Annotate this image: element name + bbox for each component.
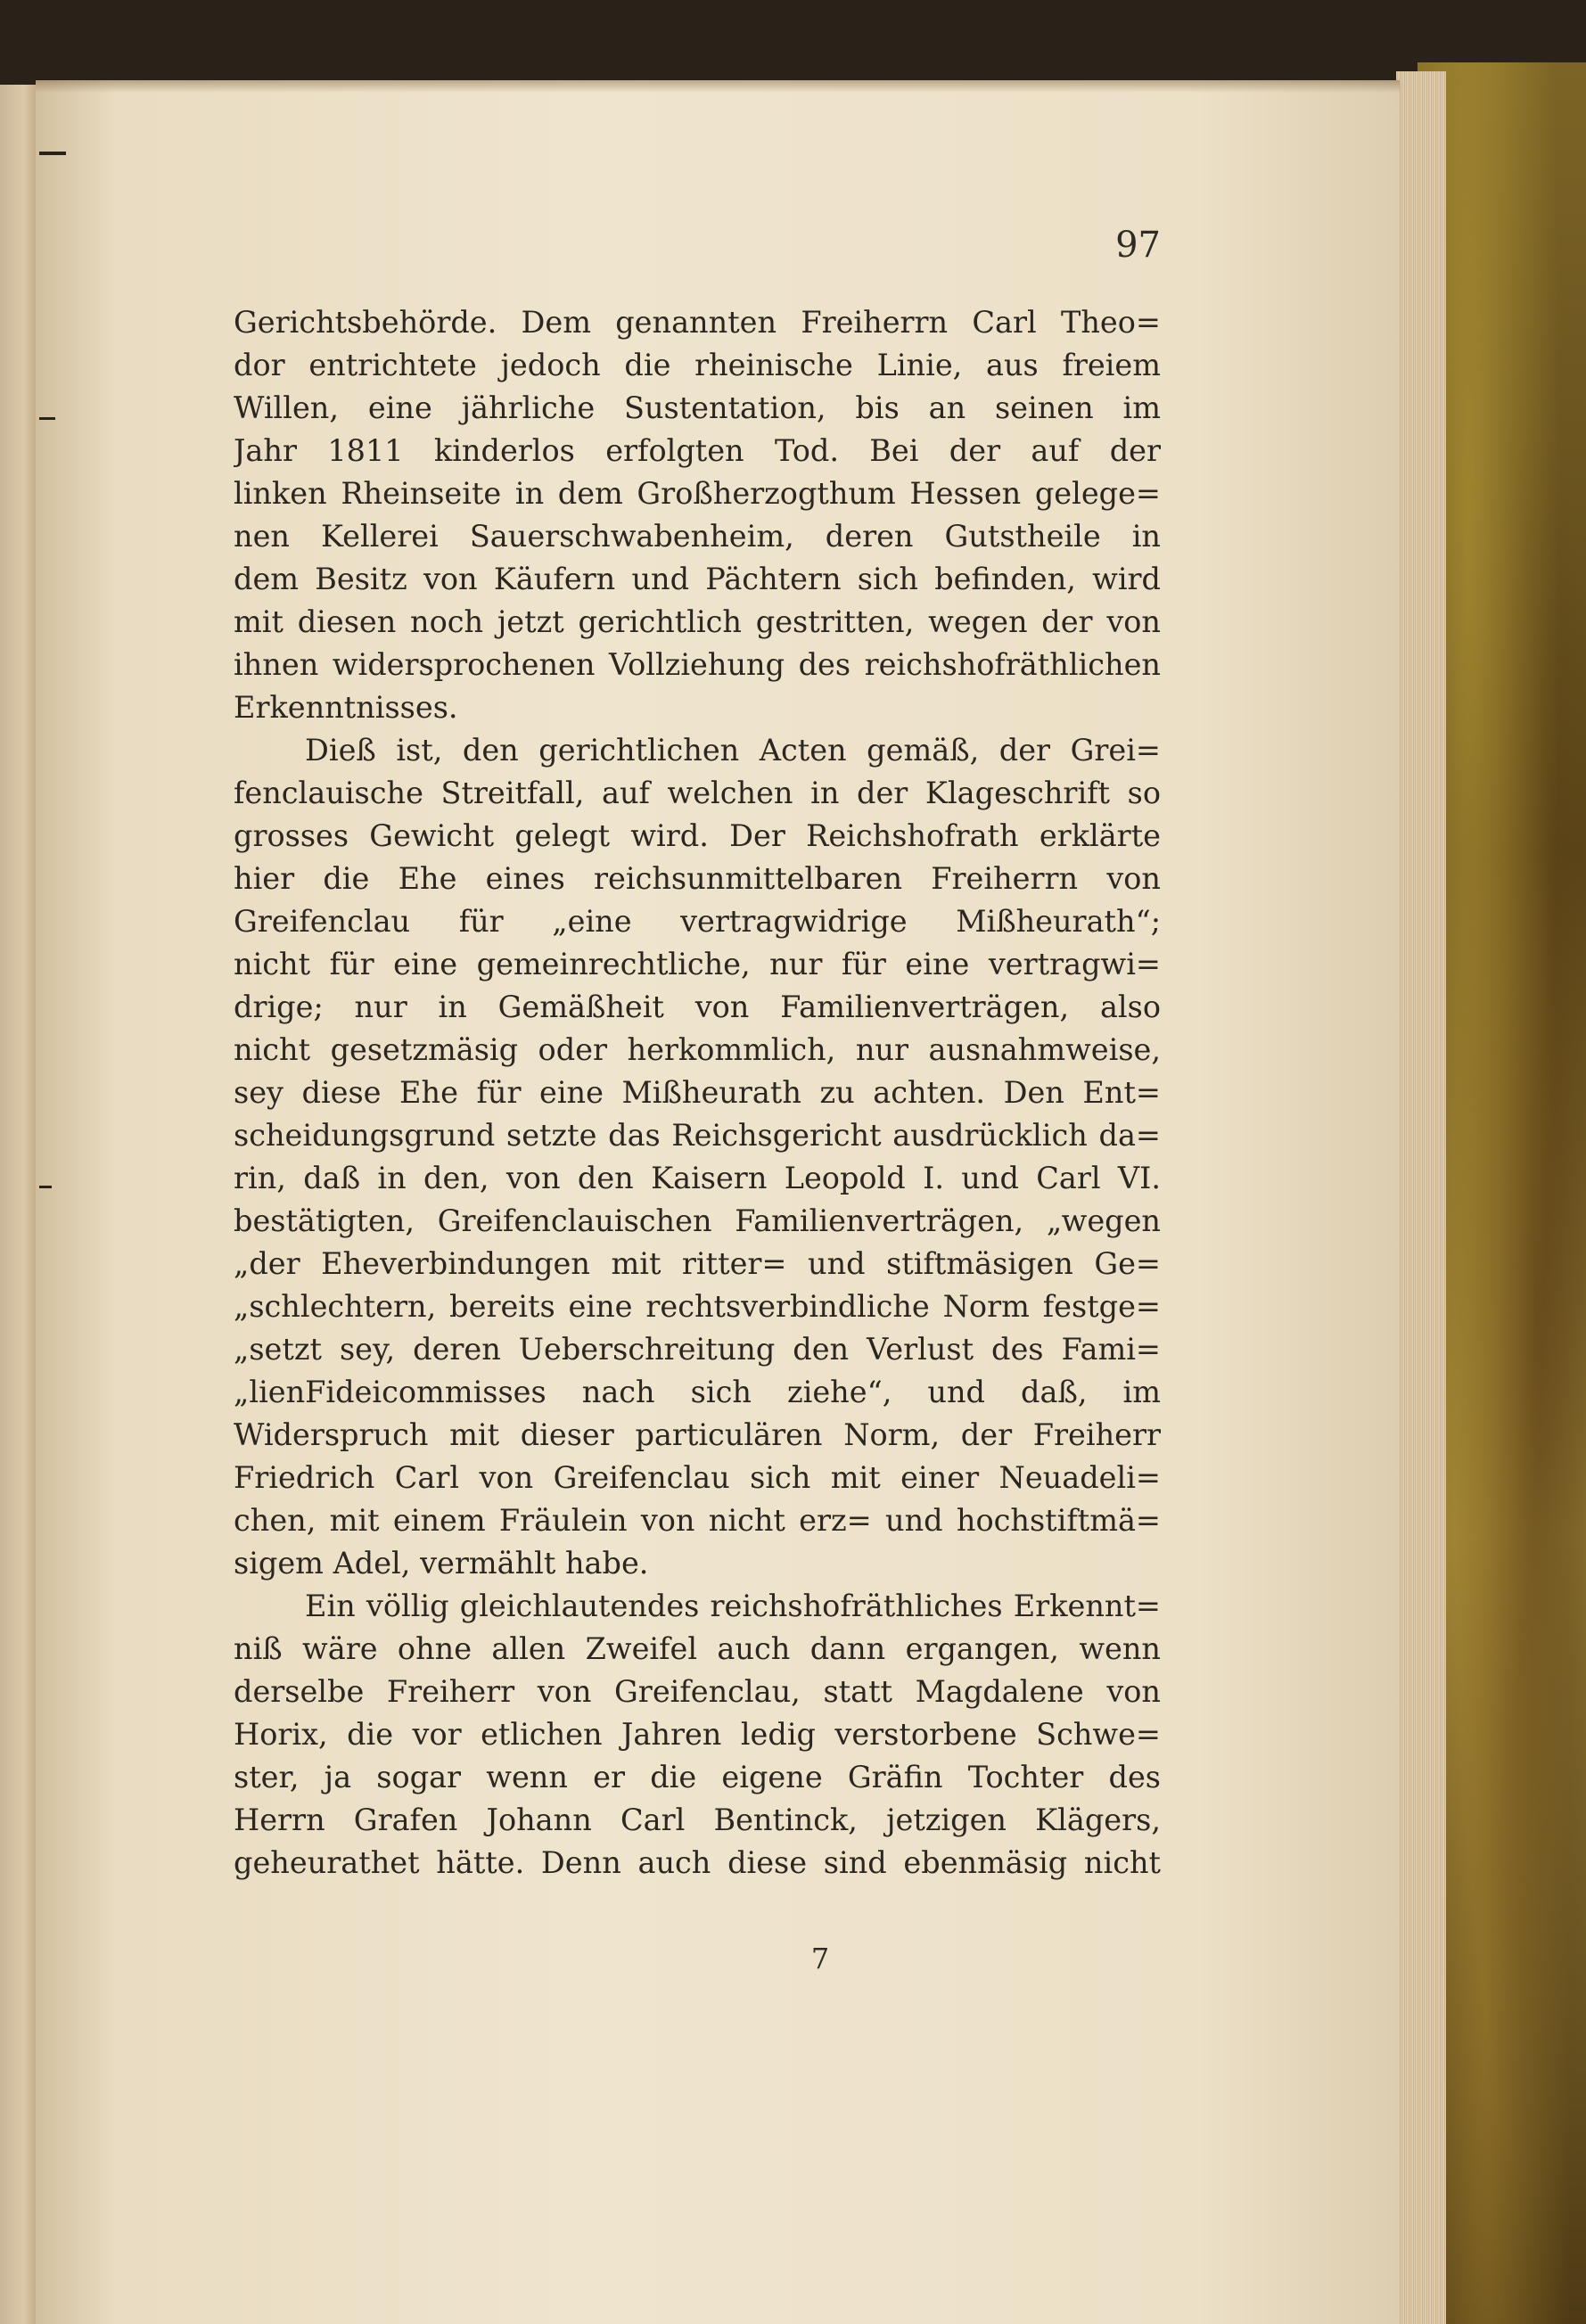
text-line: dor entrichtete jedoch die rheinische Linie, aus freiem [234,348,1161,382]
text-line: geheurathet hätte. Denn auch diese sind ebenmäsig nicht [234,1845,1161,1880]
text-line: Jahr 1811 kinderlos erfolgten Tod. Bei der auf der [234,433,1161,468]
text-line: linken Rheinseite in dem Großherzogthum Hessen gelege= [234,476,1161,511]
text-line: nen Kellerei Sauerschwabenheim, deren Gutstheile in [234,519,1161,554]
signature-mark: 7 [810,1942,830,1975]
text-line: bestätigten, Greifenclauischen Familienverträgen, „wegen [234,1203,1161,1238]
text-line: nicht für eine gemeinrechtliche, nur für eine vertragwi= [234,947,1161,981]
previous-page-edge [0,85,39,2324]
text-line: Gerichtsbehörde. Dem genannten Freiherrn Carl Theo= [234,305,1161,340]
text-line: Widerspruch mit dieser particulären Norm, der Freiherr [234,1417,1161,1452]
text-line: ihnen widersprochenen Vollziehung des reichshofräthlichen [234,647,1161,682]
text-line: Erkenntnisses. [234,690,458,725]
text-line: sey diese Ehe für eine Mißheurath zu achten. Den Ent= [234,1075,1161,1110]
text-line: „schlechtern, bereits eine rechtsverbindliche Norm festge= [234,1289,1161,1324]
text-line: Friedrich Carl von Greifenclau sich mit einer Neuadeli= [234,1460,1161,1495]
text-line: Ein völlig gleichlautendes reichshofräthliches Erkennt= [305,1589,1161,1623]
text-line: grosses Gewicht gelegt wird. Der Reichshofrath erklärte [234,818,1161,853]
body-text [234,301,1161,1885]
text-line: fenclauische Streitfall, auf welchen in der Klageschrift so [234,776,1161,810]
text-line: Horix, die vor etlichen Jahren ledig verstorbene Schwe= [234,1717,1161,1752]
text-line: derselbe Freiherr von Greifenclau, statt Magdalene von [234,1674,1161,1709]
text-line: ster, ja sogar wenn er die eigene Gräfin Tochter des [234,1760,1161,1794]
text-line: chen, mit einem Fräulein von nicht erz= und hochstiftmä= [234,1503,1161,1538]
text-line: Willen, eine jährliche Sustentation, bis an seinen im [234,390,1161,425]
text-line: nicht gesetzmäsig oder herkommlich, nur ausnahmweise, [234,1032,1161,1067]
text-line: niß wäre ohne allen Zweifel auch dann ergangen, wenn [234,1631,1161,1666]
text-line: scheidungsgrund setzte das Reichsgericht ausdrücklich da= [234,1118,1161,1153]
text-line: hier die Ehe eines reichsunmittelbaren Freiherrn von [234,861,1161,896]
text-line: Dieß ist, den gerichtlichen Acten gemäß, der Grei= [305,733,1161,768]
text-line: „setzt sey, deren Ueberschreitung den Verlust des Fami= [234,1332,1161,1367]
page-number: 97 [1115,225,1161,266]
text-line: mit diesen noch jetzt gerichtlich gestritten, wegen der von [234,604,1161,639]
text-line: „der Eheverbindungen mit ritter= und stiftmäsigen Ge= [234,1246,1161,1281]
text-line: Greifenclau für „eine vertragwidrige Mißheurath“; [234,904,1161,939]
page-top-shadow [36,80,1400,93]
page-block-edges [1396,71,1446,2324]
binding-thread-mark [39,1186,52,1188]
binding-thread-mark [39,152,66,155]
text-line: Herrn Grafen Johann Carl Bentinck, jetzigen Klägers, [234,1803,1161,1837]
binding-thread-mark [39,417,55,420]
text-line: dem Besitz von Käufern und Pächtern sich befinden, wird [234,562,1161,596]
text-line: rin, daß in den, von den Kaisern Leopold I. und Carl VI. [234,1161,1161,1195]
text-line: sigem Adel, vermählt habe. [234,1546,649,1581]
text-line: „lienFideicommisses nach sich ziehe“, und daß, im [234,1375,1161,1409]
text-line: drige; nur in Gemäßheit von Familienverträgen, also [234,990,1161,1024]
